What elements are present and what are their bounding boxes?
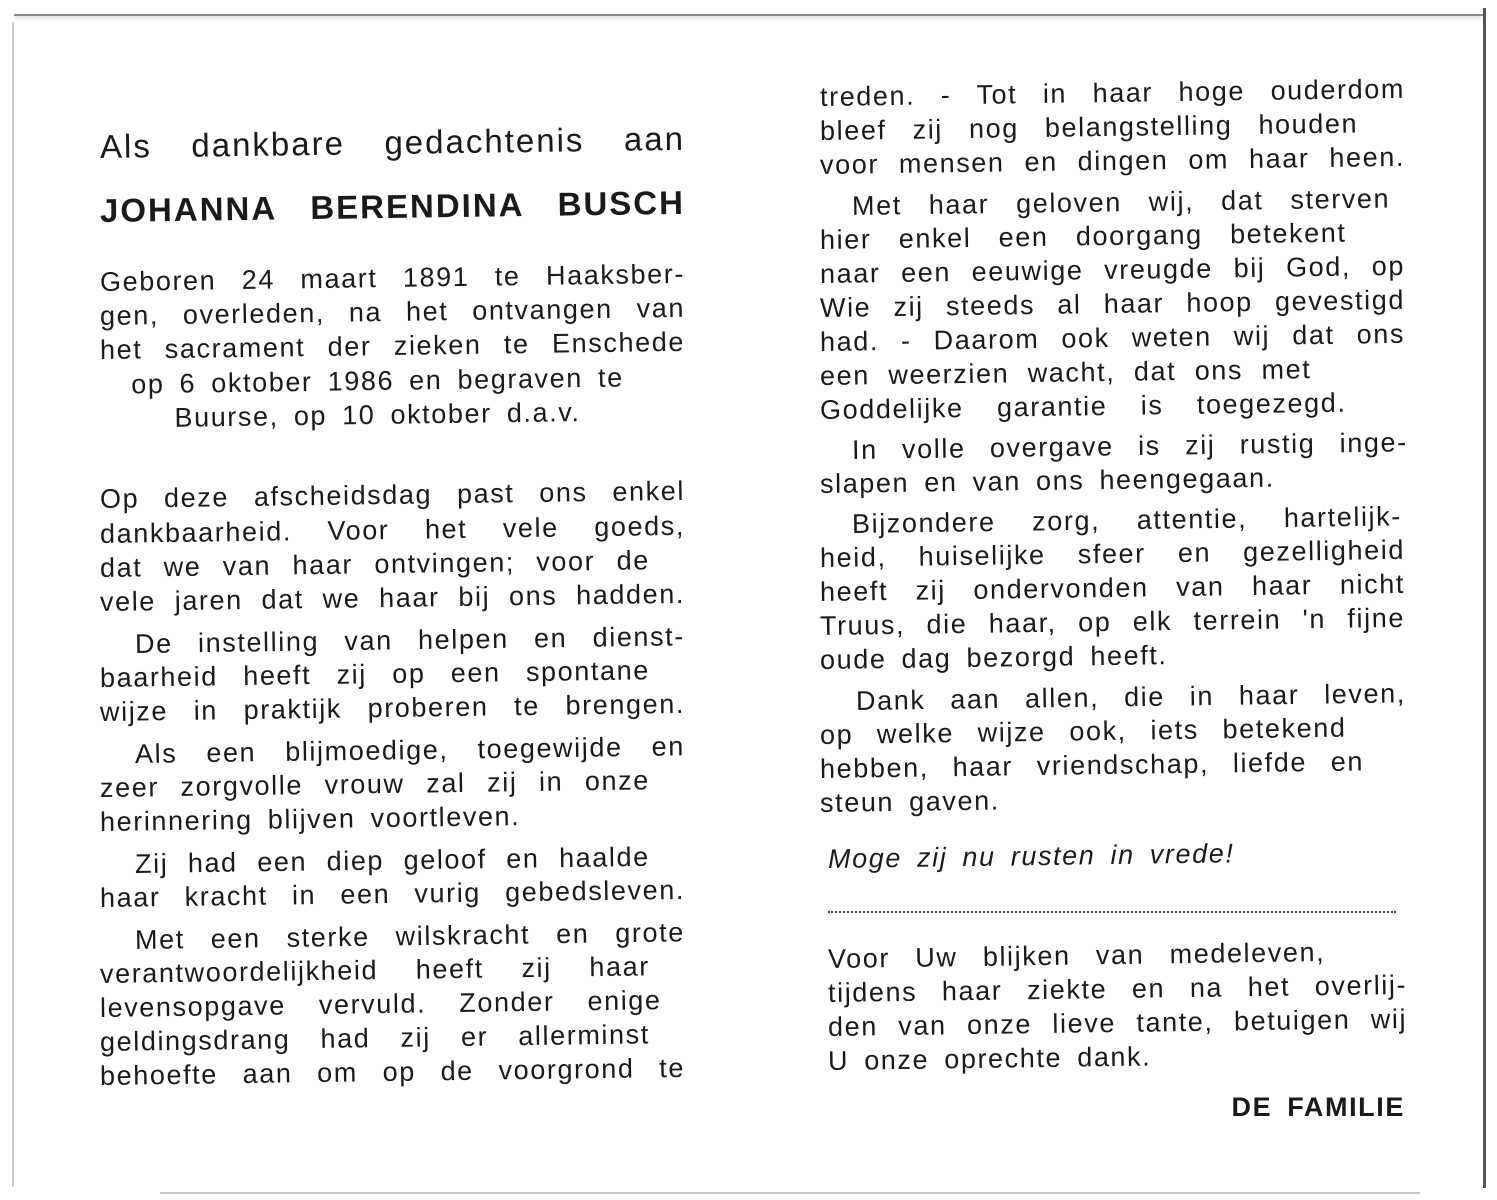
- body-line: De instelling van helpen en dienst-: [134, 621, 686, 659]
- body-line: haar kracht in een vurig gebedsleven.: [99, 874, 686, 913]
- body-line: treden. - Tot in haar hoge ouderdom: [819, 73, 1406, 112]
- body-line: Als een blijmoedige, toegewijde en: [134, 731, 686, 769]
- birth-line: het sacrament der zieken te Enschede: [99, 326, 686, 365]
- body-line: geldingsdrang had zij er allerminst: [99, 1019, 651, 1057]
- body-line: heid, huiselijke sfeer en gezelligheid: [819, 534, 1406, 573]
- body-line: behoefte aan om op de voorgrond te: [99, 1052, 686, 1091]
- body-line: oude dag bezorgd heeft.: [819, 640, 1168, 675]
- body-line: Zij had een diep geloof en haalde: [134, 841, 650, 879]
- body-line: slapen en van ons heengegaan.: [819, 462, 1275, 499]
- body-line: steun gaven.: [819, 785, 1001, 818]
- body-line: Truus, die haar, op elk terrein 'n fijne: [819, 602, 1406, 641]
- body-line: Op deze afscheidsdag past ons enkel: [99, 475, 686, 514]
- body-line: Bijzondere zorg, attentie, hartelijk-: [851, 501, 1403, 539]
- body-line: vele jaren dat we haar bij ons hadden.: [99, 578, 686, 617]
- body-line: op welke wijze ook, iets betekend: [819, 712, 1347, 750]
- body-line: heeft zij ondervonden van haar nicht: [819, 568, 1406, 607]
- body-line: zeer zorgvolle vrouw zal zij in onze: [99, 765, 651, 803]
- body-line: In volle overgave is zij rustig inge-: [851, 427, 1408, 465]
- body-line: hebben, haar vriendschap, liefde en: [819, 746, 1365, 784]
- body-line: levensopgave vervuld. Zonder enige: [99, 985, 662, 1023]
- body-line: Goddelijke garantie is toegezegd.: [819, 387, 1347, 425]
- body-line: voor mensen en dingen om haar heen.: [819, 141, 1406, 180]
- body-line: Met haar geloven wij, dat sterven: [851, 183, 1391, 221]
- body-line: herinnering blijven voortleven.: [99, 801, 521, 837]
- scan-left-edge: [12, 22, 14, 1187]
- thanks-line: U onze oprechte dank.: [827, 1041, 1152, 1076]
- signature: DE FAMILIE: [1231, 1092, 1405, 1122]
- body-line: verantwoordelijkheid heeft zij haar: [99, 951, 651, 989]
- card-heading: Als dankbare gedachtenis aan: [99, 119, 686, 165]
- body-line: Wie zij steeds al haar hoop gevestigd: [819, 284, 1406, 323]
- scan-right-edge: [1483, 8, 1486, 1188]
- body-line: had. - Daarom ook weten wij dat ons: [819, 318, 1406, 357]
- body-line: baarheid heeft zij op een spontane: [99, 655, 651, 693]
- body-line: dankbaarheid. Voor het vele goeds,: [99, 510, 686, 549]
- scan-top-edge: [14, 14, 1484, 22]
- body-line: hier enkel een doorgang betekent: [819, 217, 1347, 255]
- birth-line: gen, overleden, na het ontvangen van: [99, 292, 686, 331]
- body-line: een weerzien wacht, dat ons met: [819, 354, 1312, 391]
- body-line: naar een eeuwige vreugde bij God, op: [819, 250, 1406, 289]
- birth-line: Geboren 24 maart 1891 te Haaksber-: [99, 258, 686, 297]
- body-line: wijze in praktijk proberen te brengen.: [99, 688, 686, 727]
- thanks-line: Voor Uw blijken van medeleven,: [827, 937, 1326, 974]
- body-line: bleef zij nog belangstelling houden: [819, 108, 1359, 146]
- scan-bottom-edge: [160, 1192, 1420, 1194]
- birth-line: op 6 oktober 1986 en begraven te: [131, 362, 624, 400]
- body-line: Dank aan allen, die in haar leven,: [855, 678, 1407, 716]
- thanks-line: tijdens haar ziekte en na het overlij-: [827, 969, 1408, 1008]
- body-line: dat we van haar ontvingen; voor de: [99, 545, 651, 583]
- dotted-separator: [828, 911, 1396, 913]
- deceased-name: JOHANNA BERENDINA BUSCH: [99, 183, 686, 229]
- body-line: Met een sterke wilskracht en grote: [134, 917, 686, 955]
- birth-line: Buurse, op 10 oktober d.a.v.: [174, 397, 581, 433]
- closing-wish: Moge zij nu rusten in vrede!: [827, 838, 1235, 874]
- thanks-line: den van onze lieve tante, betuigen wij: [827, 1003, 1408, 1042]
